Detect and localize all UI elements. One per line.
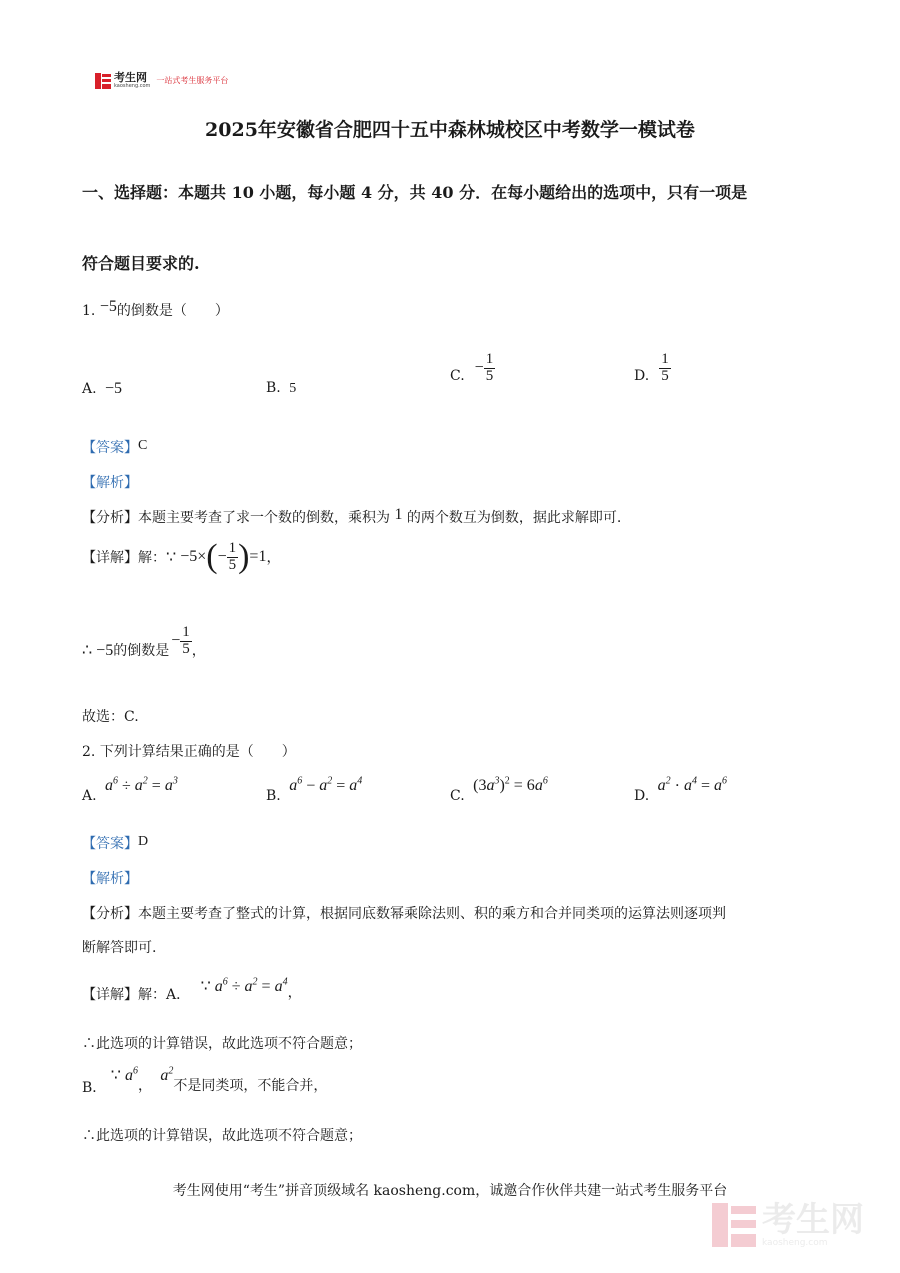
q1-option-b — [266, 380, 296, 397]
q1-option-c — [450, 352, 495, 385]
q1-expression: −5 — [99, 298, 117, 315]
q2-analysis-tag: 【解析】 — [82, 871, 138, 887]
question-number: 1. — [82, 303, 96, 319]
q1-choose: 故选：C. — [82, 709, 139, 725]
q1-option-d — [634, 352, 671, 385]
q1-analysis-tag: 【解析】 — [82, 475, 138, 491]
option-sign: − — [474, 359, 484, 377]
logo-slogan: 一站式考生服务平台 — [156, 76, 229, 85]
option-label: C. — [450, 368, 465, 385]
question-2-stem: 2. 下列计算结果正确的是（ ） — [82, 744, 296, 760]
q2-line-a-conclusion: ∴此选项的计算错误，故此选项不符合题意； — [82, 1036, 362, 1052]
option-value: 5 — [289, 381, 297, 396]
q1-detail: 【详解】 解： ∵ −5× ( − $\frac{1}{5}$ ) =1 ， — [82, 538, 281, 575]
option-label: D. — [634, 368, 650, 385]
section-heading-line1: 一、选择题：本题共 10 小题，每小题 4 分，共 40 分．在每小题给出的选项中，只有一项是 — [82, 183, 748, 202]
q2-fenxi-line2: 断解答即可. — [82, 940, 157, 956]
fraction: $\frac{1}{5}$ — [228, 539, 237, 573]
q1-therefore: ∴ −5 的倒数是 − $\frac{1}{5}$ ， — [82, 623, 206, 659]
page-footer: 考生网使用“考生”拼音顶级域名 kaosheng.com，诚邀合作伙伴共建一站式考生服务平台 — [172, 1183, 728, 1199]
q1-stem-text: 的倒数是（ ） — [116, 303, 229, 319]
answer-tag: 【答案】 — [82, 440, 138, 456]
site-logo — [95, 72, 228, 89]
logo-name: 考生网 — [114, 71, 147, 84]
kaosheng-watermark-icon — [712, 1203, 756, 1247]
page-title: 2025年安徽省合肥四十五中森林城校区中考数学一模试卷 — [205, 119, 695, 141]
answer-value: C — [138, 438, 148, 453]
q2-detail: 【详解】解：A． ∵ $a^6 \div a^2 = a^4$， — [82, 976, 302, 1003]
q2-line-b-conclusion: ∴此选项的计算错误，故此选项不符合题意； — [82, 1128, 362, 1144]
watermark-domain: kaosheng.com — [762, 1238, 828, 1248]
q2-option-b: B. $a^6 - a^2 = a^4$ — [266, 776, 363, 805]
section-heading-line2: 符合题目要求的. — [82, 254, 200, 273]
question-1-stem — [82, 300, 229, 320]
option-value: −5 — [105, 380, 123, 397]
fraction: $\frac{1}{5}$ — [485, 351, 494, 384]
logo-domain: kaosheng.com — [114, 83, 151, 89]
q2-fenxi-line1: 【分析】本题主要考查了整式的计算，根据同底数幂乘除法则、积的乘方和合并同类项的运算法则逐项判 — [82, 906, 726, 922]
watermark-name: 考生网 — [762, 1200, 864, 1240]
q1-fenxi: 【分析】本题主要考查了求一个数的倒数，乘积为 1 的两个数互为倒数，据此求解即可. — [82, 506, 622, 526]
kaosheng-logo-icon — [95, 73, 111, 89]
q1-answer — [82, 437, 147, 457]
watermark-logo — [712, 1202, 864, 1248]
q1-option-a — [82, 380, 122, 398]
q2-option-c: C. $(3a^3)^2 = 6a^6$ — [450, 776, 548, 805]
option-label: A. — [82, 381, 97, 397]
q2-answer: 【答案】D — [82, 834, 149, 852]
fraction: $\frac{1}{5}$ — [182, 623, 190, 657]
q2-option-d: D. $a^2 \cdot a^4 = a^6$ — [634, 776, 727, 805]
q2-line-b: B． ∵ $a^6$， $a^2$不是同类项，不能合并， — [82, 1065, 328, 1096]
fraction: $\frac{1}{5}$ — [661, 351, 669, 384]
option-label: B. — [266, 380, 281, 396]
q2-option-a: A. $a^6 \div a^2 = a^3$ — [82, 776, 178, 805]
